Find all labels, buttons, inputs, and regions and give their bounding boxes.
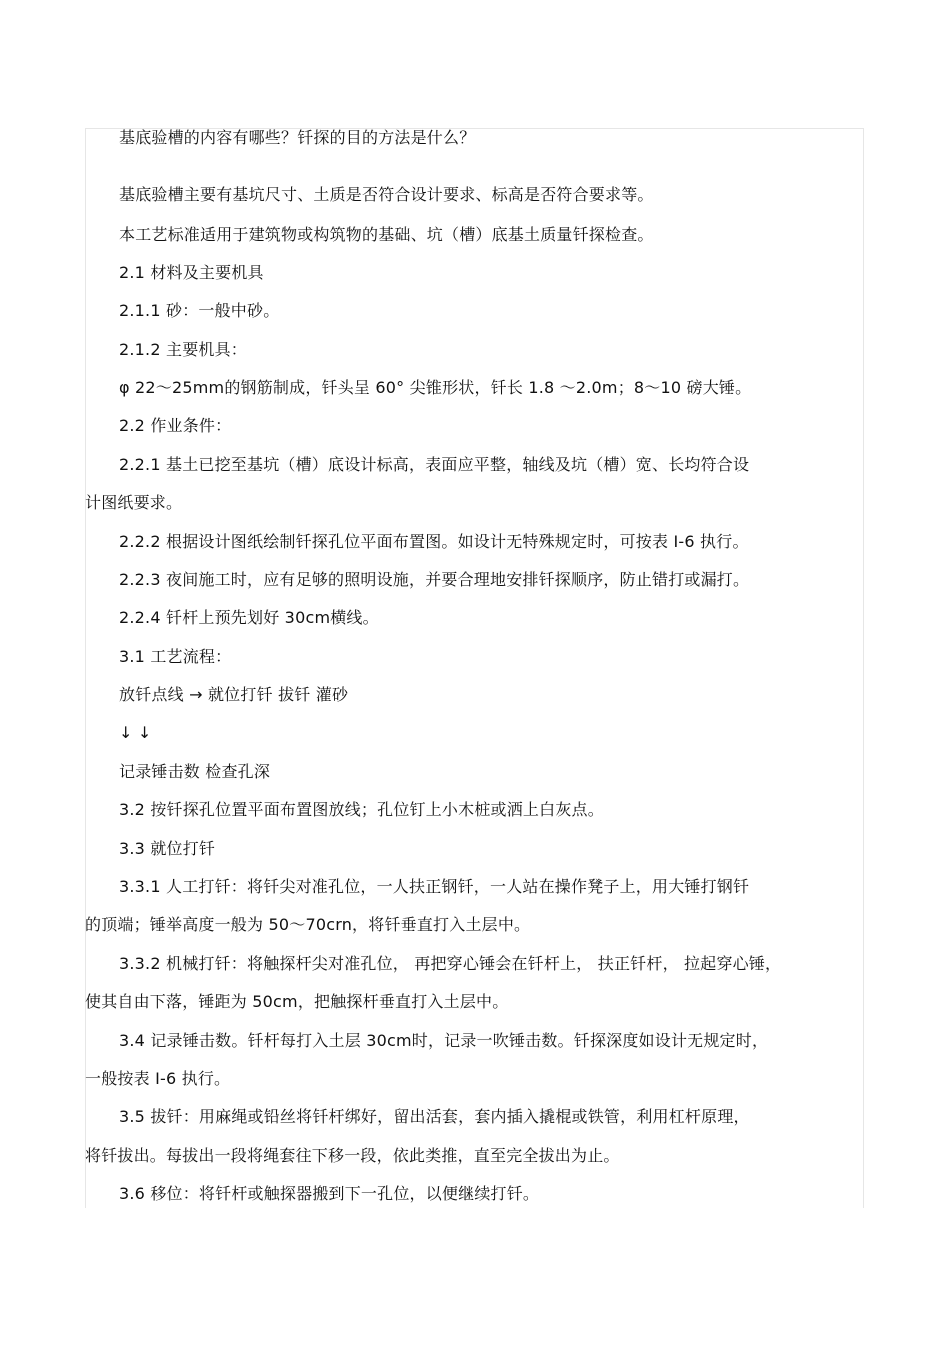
- paragraph-line: 使其自由下落，锤距为 50cm，把触探杆垂直打入土层中。: [85, 992, 509, 1011]
- document-title: 基底验槽的内容有哪些？钎探的目的方法是什么？: [119, 128, 476, 147]
- paragraph-line: 2.1.2 主要机具：: [119, 340, 247, 359]
- paragraph-line: 3.6 移位：将钎杆或触探器搬到下一孔位，以便继续打钎。: [119, 1184, 540, 1203]
- section-heading: 2.2 作业条件：: [119, 416, 232, 435]
- section-heading: 3.3 就位打钎: [119, 839, 216, 858]
- paragraph-line: 一般按表 I-6 执行。: [85, 1069, 231, 1088]
- section-heading: 2.1 材料及主要机具: [119, 263, 264, 282]
- flow-line: 记录锤击数 检查孔深: [119, 762, 271, 781]
- paragraph-line: 2.2.1 基土已挖至基坑（槽）底设计标高，表面应平整，轴线及坑（槽）宽、长均符合设: [119, 455, 750, 474]
- paragraph-line: 将钎拔出。每拔出一段将绳套往下移一段，依此类推，直至完全拔出为止。: [85, 1146, 620, 1165]
- paragraph-line: 3.4 记录锤击数。钎杆每打入土层 30cm时，记录一吹锤击数。钎探深度如设计无规定时，: [119, 1031, 769, 1050]
- paragraph-line: 3.3.2 机械打钎：将触探杆尖对准孔位， 再把穿心锤会在钎杆上， 扶正钎杆， 拉起穿心锤，: [119, 954, 782, 973]
- paragraph-line: 2.2.4 钎杆上预先划好 30cm横线。: [119, 608, 379, 627]
- paragraph-line: 2.2.3 夜间施工时，应有足够的照明设施，并要合理地安排钎探顺序，防止错打或漏打。: [119, 570, 750, 589]
- paragraph-line: 3.5 拔钎：用麻绳或铅丝将钎杆绑好，留出活套，套内插入撬棍或铁管，利用杠杆原理，: [119, 1107, 750, 1126]
- paragraph-line: 计图纸要求。: [85, 493, 183, 512]
- section-heading: 3.1 工艺流程：: [119, 647, 232, 666]
- paragraph-line: 3.2 按钎探孔位置平面布置图放线；孔位钉上小木桩或洒上白灰点。: [119, 800, 604, 819]
- paragraph-line: 本工艺标准适用于建筑物或构筑物的基础、坑（槽）底基土质量钎探检查。: [119, 225, 654, 244]
- flow-arrows: ↓ ↓: [119, 723, 152, 742]
- paragraph-line: 基底验槽主要有基坑尺寸、土质是否符合设计要求、标高是否符合要求等。: [119, 185, 654, 204]
- paragraph-line: φ 22～25mm的钢筋制成，钎头呈 60° 尖锥形状，钎长 1.8 ～2.0m；8～10 磅大锤。: [119, 378, 752, 397]
- paragraph-line: 的顶端；锤举高度一般为 50～70crn，将钎垂直打入土层中。: [85, 915, 531, 934]
- paragraph-line: 2.2.2 根据设计图纸绘制钎探孔位平面布置图。如设计无特殊规定时，可按表 I-6 执行。: [119, 532, 749, 551]
- paragraph-line: 2.1.1 砂：一般中砂。: [119, 301, 280, 320]
- flow-line: 放钎点线 → 就位打钎 拔钎 灌砂: [119, 685, 349, 704]
- paragraph-line: 3.3.1 人工打钎：将钎尖对准孔位，一人扶正钢钎，一人站在操作凳子上，用大锤打钢钎: [119, 877, 750, 896]
